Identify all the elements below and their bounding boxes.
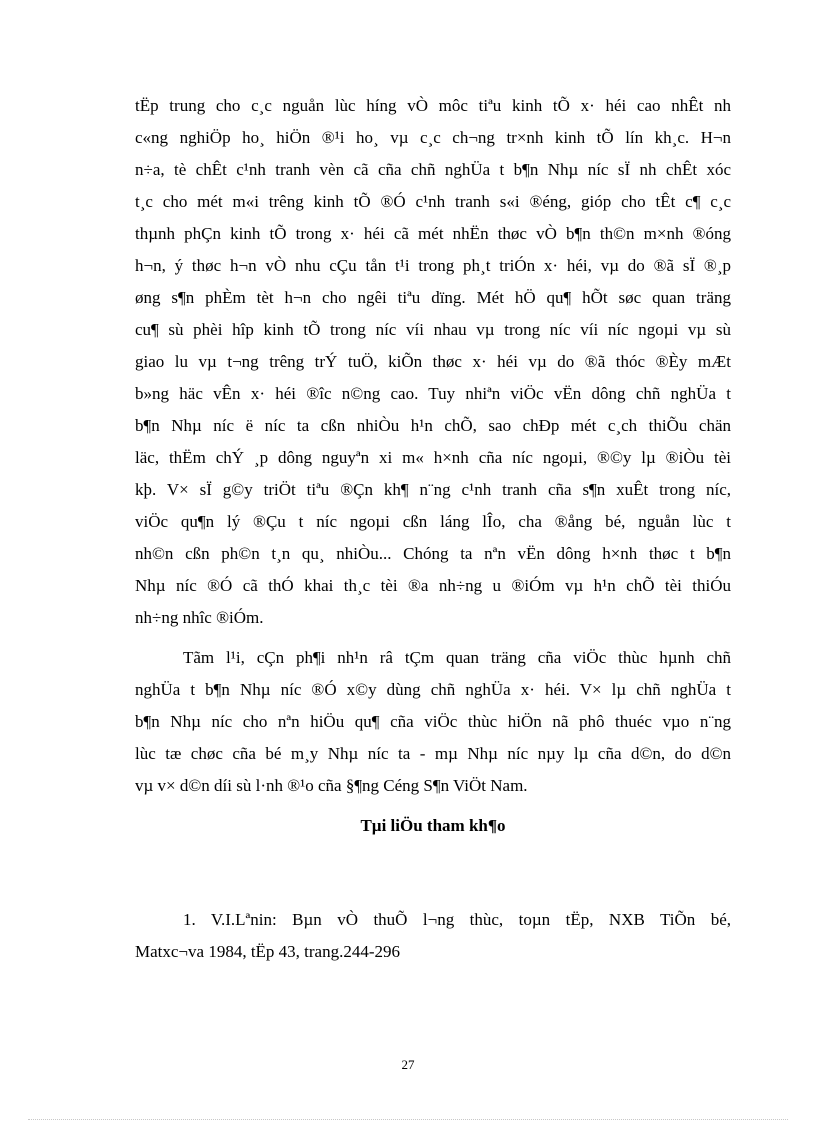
text-line: Nhµ níc ®Ó cã thÓ khai th¸c tèi ®a nh÷ng u ®iÓm vµ h¹n chÕ tèi thiÓu	[135, 576, 731, 595]
paragraph-1	[135, 90, 731, 634]
text-line: cu¶ sù phèi hîp kinh tÕ trong níc víi nhau vµ trong níc víi níc ngoµi vµ sù	[135, 320, 731, 339]
text-line: t¸c cho mét m«i trêng kinh tÕ ®Ó c¹nh tranh s«i ®éng, gióp cho tÊt c¶ c¸c	[135, 192, 731, 211]
text-line: Matxc¬va 1984, tËp 43, trang.244-296	[135, 942, 401, 961]
paragraph-2	[135, 642, 731, 802]
text-line: Tãm l¹i, cÇn ph¶i nh¹n râ tÇm quan träng cña viÖc thùc hµnh chñ	[183, 648, 731, 667]
body-text	[135, 90, 731, 968]
text-line: nghÜa t b¶n Nhµ níc ®Ó x©y dùng chñ nghÜa x· héi. V× lµ chñ nghÜa t	[135, 680, 731, 699]
text-line: h¬n, ý thøc h¬n vÒ nhu cÇu tån t¹i trong ph¸t triÓn x· héi, vµ do ®ã sÏ ®¸p	[135, 256, 731, 275]
text-line: tËp trung cho c¸c nguån lùc híng vÒ môc tiªu kinh tÕ x· héi cao nhÊt nh	[135, 96, 731, 115]
text-line: kþ. V× sÏ g©y triÖt tiªu ®Çn kh¶ n¨ng c¹nh tranh cña s¶n xuÊt trong níc,	[135, 480, 731, 499]
text-line: nh÷ng nhîc ®iÓm.	[135, 608, 264, 627]
text-line: vµ v× d©n díi sù l·nh ®¹o cña §¶ng Céng S¶n ViÖt Nam.	[135, 776, 528, 795]
page-number: 27	[401, 1057, 415, 1072]
references-heading: Tµi liÖu tham kh¶o	[360, 816, 506, 835]
page-edge-divider	[28, 1119, 788, 1120]
text-line: n÷a, tè chÊt c¹nh tranh vèn cã cña chñ nghÜa t b¶n Nhµ níc sÏ nh chÊt xóc	[135, 160, 731, 179]
reference-1	[135, 904, 731, 968]
text-line: øng s¶n phÈm tèt h¬n cho ngêi tiªu dïng. Mét hÖ qu¶ hÕt søc quan träng	[135, 288, 731, 307]
reference-gap	[135, 842, 731, 904]
text-line: viÖc qu¶n lý ®Çu t níc ngoµi cßn láng lÎo, cha ®ång bé, nguån lùc t	[135, 512, 731, 531]
text-line: c«ng nghiÖp ho¸ hiÖn ®¹i ho¸ vµ c¸c ch¬ng tr×nh kinh tÕ lín kh¸c. H¬n	[135, 128, 731, 147]
text-line: läc, thËm chÝ ¸p dông nguyªn xi m« h×nh cña níc ngoµi, ®©y lµ ®iÒu tèi	[135, 448, 731, 467]
text-line: 1. V.I.Lªnin: Bµn vÒ thuÕ l¬ng thùc, toµn tËp, NXB TiÕn bé,	[183, 910, 731, 929]
text-line: giao lu vµ t¬ng trêng trÝ tuÖ, kiÕn thøc x· héi vµ do ®ã thóc ®Èy mÆt	[135, 352, 731, 371]
text-line: lùc tæ chøc cña bé m¸y Nhµ níc ta - mµ Nhµ níc nµy lµ cña d©n, do d©n	[135, 744, 731, 763]
paragraph-gap	[135, 802, 731, 810]
text-line: b¶n Nhµ níc cho nªn hiÖu qu¶ cña viÖc thùc hiÖn nã phô thuéc vµo n¨ng	[135, 712, 731, 731]
paragraph-gap	[135, 634, 731, 642]
text-line: b¶n Nhµ níc ë níc ta cßn nhiÒu h¹n chÕ, sao chÐp mét c¸ch thiÕu chän	[135, 416, 731, 435]
text-line: nh©n cßn ph©n t¸n qu¸ nhiÒu... Chóng ta nªn vËn dông h×nh thøc t b¶n	[135, 544, 731, 563]
text-line: thµnh phÇn kinh tÕ trong x· héi cã mét nhËn thøc vÒ b¶n th©n m×nh ®óng	[135, 224, 731, 243]
text-line: b»ng häc vÊn x· héi ®îc n©ng cao. Tuy nhiªn viÖc vËn dông chñ nghÜa t	[135, 384, 731, 403]
